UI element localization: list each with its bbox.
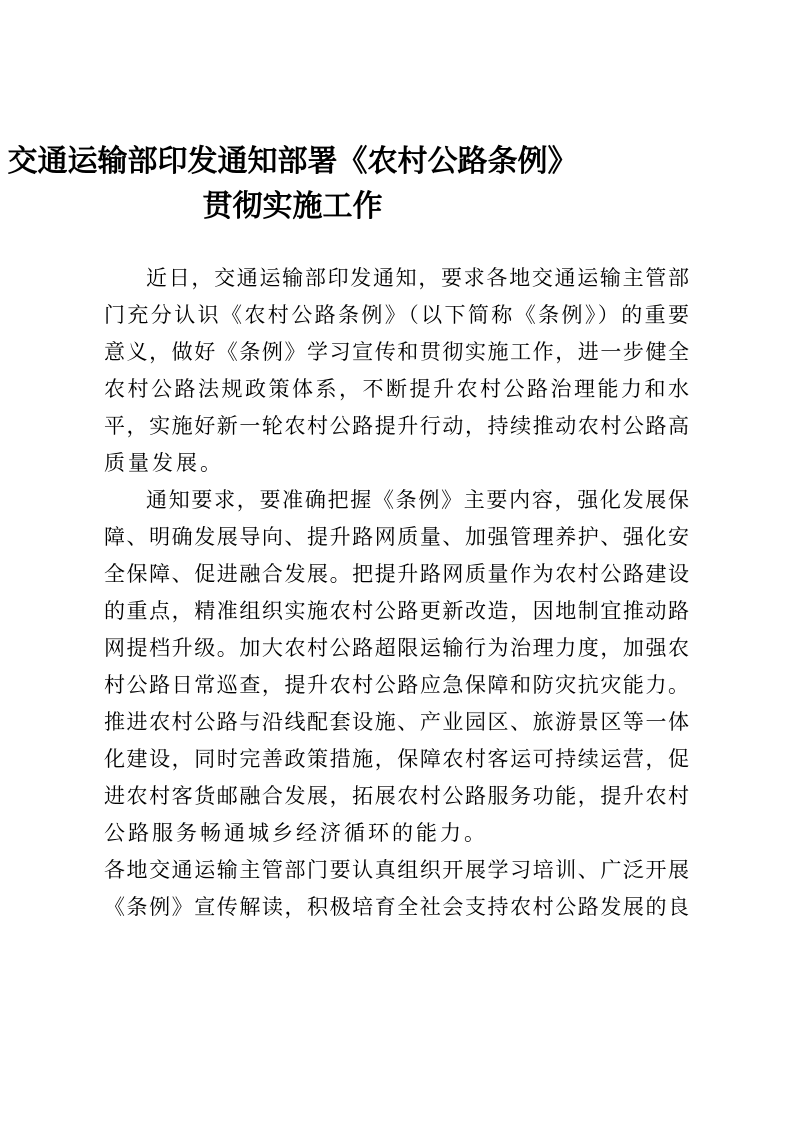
text-line: 的重点，精准组织实施农村公路更新改造，因地制宜推动路 [104, 599, 689, 623]
text-line: 进农村客货邮融合发展，拓展农村公路服务功能，提升农村 [104, 784, 689, 808]
paragraph-3 [104, 852, 689, 926]
text-line: 化建设，同时完善政策措施，保障农村客运可持续运营，促 [104, 747, 689, 771]
document-title-line-1: 交通运输部印发通知部署《农村公路条例》 [7, 145, 578, 178]
text-line: 公路服务畅通城乡经济循环的能力。 [104, 821, 488, 845]
text-line: 意义，做好《条例》学习宣传和贯彻实施工作，进一步健全 [104, 340, 689, 364]
text-line: 网提档升级。加大农村公路超限运输行为治理力度，加强农 [104, 636, 689, 660]
text-line: 村公路日常巡查，提升农村公路应急保障和防灾抗灾能力。 [104, 673, 689, 697]
text-line: 门充分认识《农村公路条例》（以下简称《条例》）的重要 [104, 303, 689, 327]
paragraph-1 [104, 260, 689, 482]
text-line: 障、明确发展导向、提升路网质量、加强管理养护、强化安 [104, 525, 689, 549]
text-line: 推进农村公路与沿线配套设施、产业园区、旅游景区等一体 [104, 710, 689, 734]
document-body [104, 260, 689, 926]
text-line: 通知要求，要准确把握《条例》主要内容，强化发展保 [146, 488, 689, 512]
text-line: 全保障、促进融合发展。把提升路网质量作为农村公路建设 [104, 562, 689, 586]
text-line: 《条例》宣传解读，积极培育全社会支持农村公路发展的良 [104, 895, 689, 919]
document-title-line-2: 贯彻实施工作 [202, 190, 383, 223]
text-line: 质量发展。 [104, 451, 224, 475]
text-line: 各地交通运输主管部门要认真组织开展学习培训、广泛开展 [104, 858, 689, 882]
text-line: 平，实施好新一轮农村公路提升行动，持续推动农村公路高 [104, 414, 689, 438]
paragraph-2 [104, 482, 689, 852]
text-line: 近日，交通运输部印发通知，要求各地交通运输主管部 [146, 266, 689, 290]
document-title [0, 139, 585, 229]
text-line: 农村公路法规政策体系，不断提升农村公路治理能力和水 [104, 377, 689, 401]
